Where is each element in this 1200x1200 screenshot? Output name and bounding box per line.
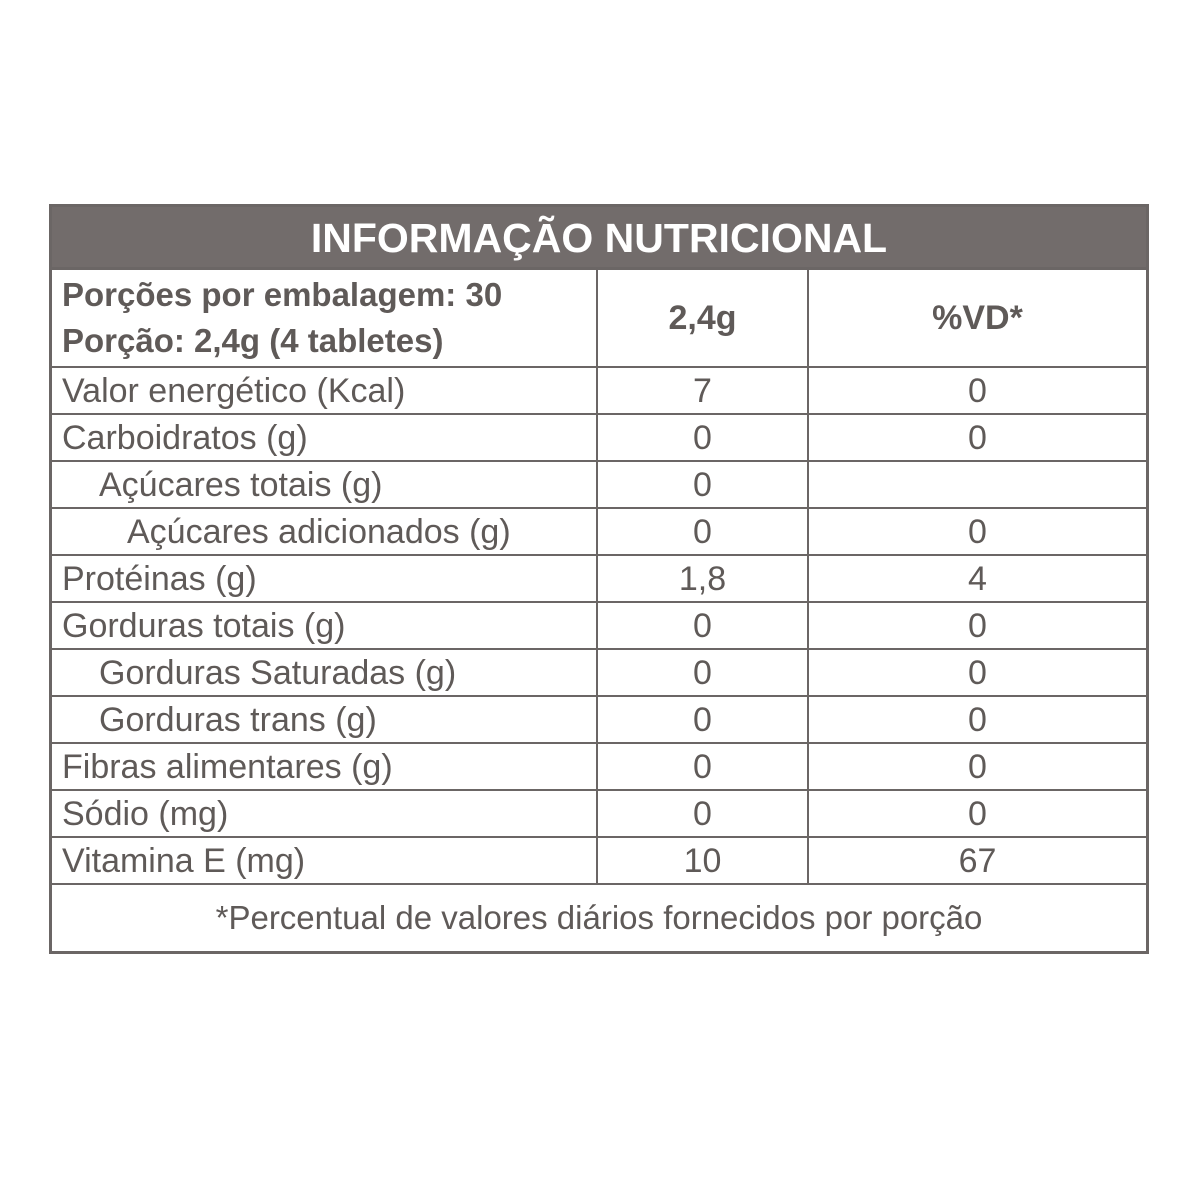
nutrient-label: Vitamina E (mg) — [52, 837, 597, 884]
nutrition-grid — [52, 270, 1146, 951]
nutrient-dv: 0 — [808, 696, 1146, 743]
servings-per-package: Porções por embalagem: 30 — [62, 276, 503, 313]
nutrient-dv: 0 — [808, 414, 1146, 461]
nutrient-label: Sódio (mg) — [52, 790, 597, 837]
nutrient-dv — [808, 461, 1146, 508]
nutrient-label: Fibras alimentares (g) — [52, 743, 597, 790]
nutrient-label: Açúcares totais (g) — [52, 461, 597, 508]
nutrient-label: Açúcares adicionados (g) — [52, 508, 597, 555]
nutrient-dv: 0 — [808, 790, 1146, 837]
footnote: *Percentual de valores diários fornecidos por porção — [52, 884, 1146, 951]
table-row — [52, 696, 1146, 743]
nutrient-dv: 0 — [808, 649, 1146, 696]
table-row — [52, 508, 1146, 555]
nutrient-dv: 4 — [808, 555, 1146, 602]
nutrient-dv: 0 — [808, 743, 1146, 790]
table-row — [52, 461, 1146, 508]
table-row — [52, 555, 1146, 602]
table-row — [52, 414, 1146, 461]
nutrient-amount: 10 — [597, 837, 808, 884]
table-row — [52, 367, 1146, 414]
serving-info — [52, 270, 597, 367]
nutrient-amount: 1,8 — [597, 555, 808, 602]
nutrient-dv: 0 — [808, 367, 1146, 414]
table-row — [52, 602, 1146, 649]
nutrient-label: Protéinas (g) — [52, 555, 597, 602]
nutrient-dv: 0 — [808, 602, 1146, 649]
nutrient-amount: 0 — [597, 649, 808, 696]
nutrient-amount: 0 — [597, 461, 808, 508]
table-row — [52, 837, 1146, 884]
column-header-dv: %VD* — [808, 270, 1146, 367]
nutrient-amount: 0 — [597, 414, 808, 461]
nutrient-amount: 0 — [597, 696, 808, 743]
nutrient-label: Carboidratos (g) — [52, 414, 597, 461]
nutrient-label: Gorduras Saturadas (g) — [52, 649, 597, 696]
nutrient-amount: 7 — [597, 367, 808, 414]
table-row — [52, 790, 1146, 837]
nutrient-dv: 67 — [808, 837, 1146, 884]
serving-size: Porção: 2,4g (4 tabletes) — [62, 322, 444, 359]
nutrition-facts-table — [49, 204, 1149, 954]
nutrient-amount: 0 — [597, 508, 808, 555]
nutrient-label: Gorduras totais (g) — [52, 602, 597, 649]
header-row — [52, 270, 1146, 367]
nutrient-label: Valor energético (Kcal) — [52, 367, 597, 414]
table-row — [52, 743, 1146, 790]
table-title: INFORMAÇÃO NUTRICIONAL — [52, 207, 1146, 270]
nutrient-amount: 0 — [597, 602, 808, 649]
nutrient-dv: 0 — [808, 508, 1146, 555]
nutrient-amount: 0 — [597, 743, 808, 790]
footnote-row — [52, 884, 1146, 951]
nutrient-label: Gorduras trans (g) — [52, 696, 597, 743]
column-header-amount: 2,4g — [597, 270, 808, 367]
nutrient-amount: 0 — [597, 790, 808, 837]
table-row — [52, 649, 1146, 696]
